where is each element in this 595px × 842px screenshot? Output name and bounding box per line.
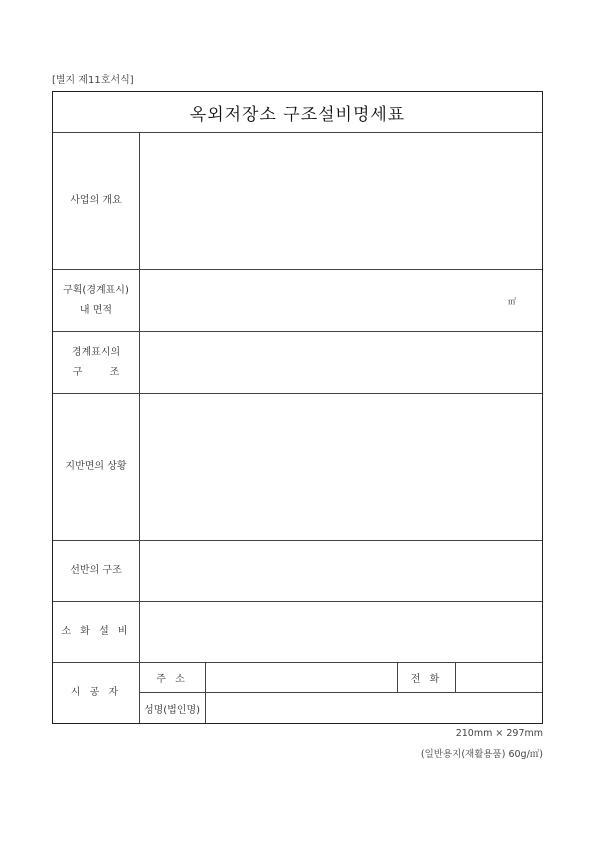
area-field[interactable] [139, 270, 542, 331]
row-ground-condition [53, 394, 542, 541]
boundary-structure-label-line1: 경계표시의 [71, 346, 121, 358]
shelf-structure-label [53, 541, 140, 601]
boundary-structure-label [53, 332, 140, 393]
form-title: 옥외저장소 구조설비명세표 [53, 92, 542, 133]
boundary-structure-label-line2: 구 조 [72, 366, 132, 378]
address-label-text: 주 소 [156, 674, 188, 685]
row-shelf-structure [53, 541, 542, 602]
row-business-overview [53, 133, 542, 270]
phone-label [398, 663, 456, 693]
boundary-structure-field[interactable] [139, 332, 542, 393]
fire-equipment-field[interactable] [139, 602, 542, 662]
paper-size-note: 210mm × 297mm [455, 728, 543, 739]
business-overview-field[interactable] [139, 133, 542, 269]
name-field[interactable] [206, 693, 542, 723]
area-label-line2: 내 면적 [79, 304, 113, 316]
business-overview-label-text: 사업의 개요 [70, 195, 122, 206]
phone-field[interactable] [456, 663, 542, 693]
contractor-label [53, 663, 140, 723]
name-label-text: 성명(법인명) [143, 704, 201, 716]
name-label [139, 693, 206, 723]
ground-condition-field[interactable] [139, 394, 542, 540]
shelf-structure-label-text: 선반의 구조 [70, 565, 122, 576]
fire-equipment-label [53, 602, 140, 662]
row-area [53, 270, 542, 332]
paper-type-note: (일반용지(재활용품) 60g/㎡) [420, 749, 543, 760]
contractor-label-text: 시 공 자 [70, 687, 122, 698]
ground-condition-label [53, 394, 140, 540]
ground-condition-label-text: 지반면의 상황 [65, 461, 127, 472]
row-fire-equipment [53, 602, 542, 663]
area-label [53, 270, 140, 331]
phone-label-text: 전 화 [410, 674, 443, 685]
address-field[interactable] [206, 663, 398, 693]
row-contractor [53, 663, 542, 723]
form-number: [별지 제11호서식] [52, 75, 134, 86]
fire-equipment-label-text: 소 화 설 비 [61, 626, 131, 637]
structure-equipment-form [52, 91, 543, 724]
business-overview-label [53, 133, 140, 269]
shelf-structure-field[interactable] [139, 541, 542, 601]
area-label-line1: 구획(경계표시) [63, 284, 129, 296]
row-boundary-structure [53, 332, 542, 394]
address-label [139, 663, 206, 693]
area-unit: ㎡ [508, 297, 516, 306]
